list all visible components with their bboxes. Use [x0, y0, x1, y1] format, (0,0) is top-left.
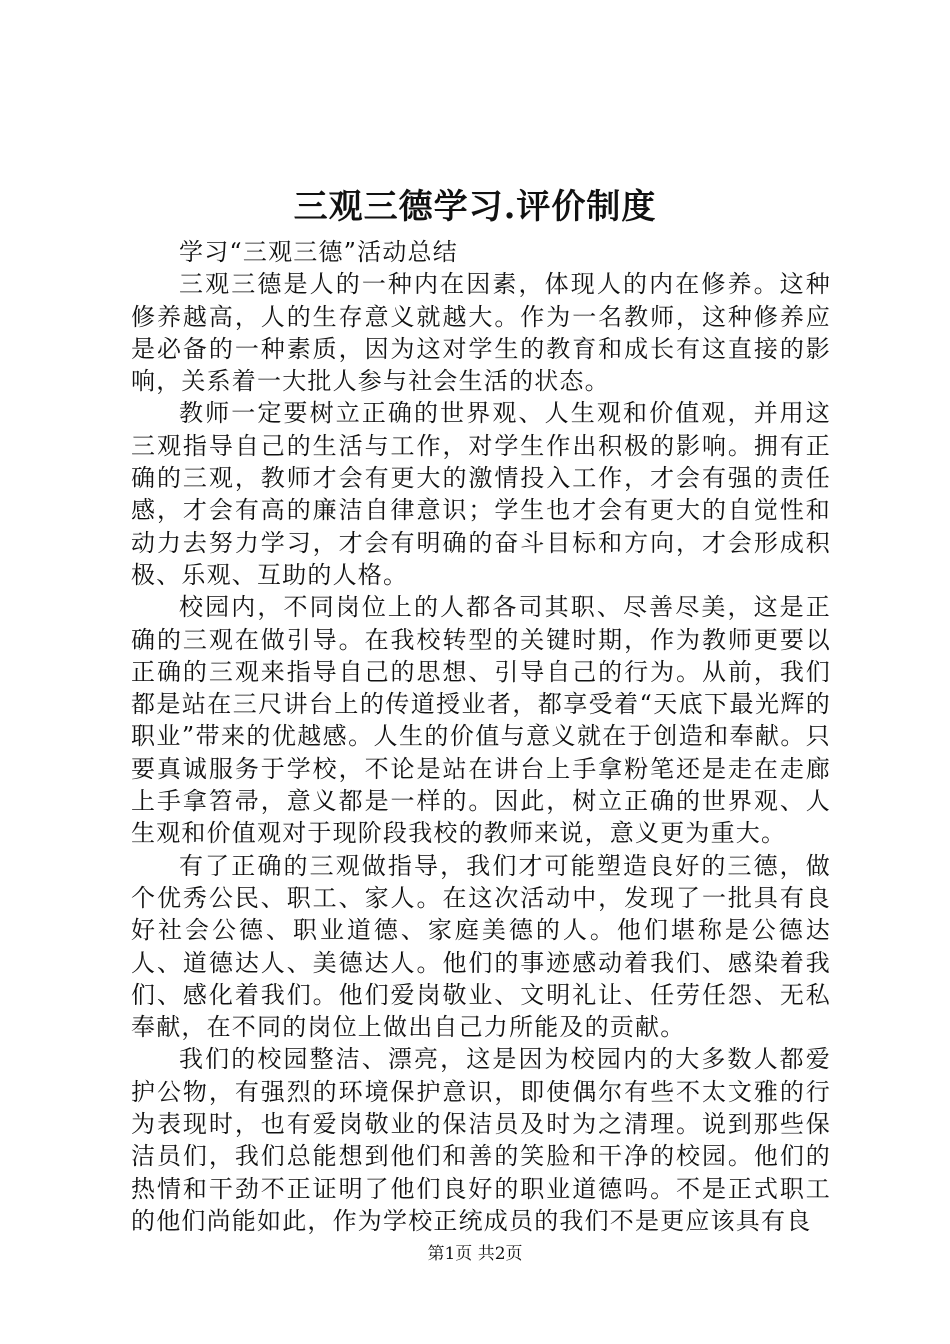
page-footer: 第1页 共2页: [427, 1244, 523, 1264]
paragraph: 三观三德是人的一种内在因素，体现人的内在修养。这种修养越高，人的生存意义就越大。作为一名教师，这种修养应是必备的一种素质，因为这对学生的教育和成长有这直接的影响，关系着一大批人参与社会生活的状态。: [131, 270, 831, 396]
paragraph: 校园内，不同岗位上的人都各司其职、尽善尽美，这是正确的三观在做引导。在我校转型的关键时期，作为教师更要以正确的三观来指导自己的思想、引导自己的行为。从前，我们都是站在三尺讲台上的传道授业者，都享受着“天底下最光辉的职业”带来的优越感。人生的价值与意义就在于创造和奉献。只要真诚服务于学校，不论是站在讲台上手拿粉笔还是走在走廊上手拿笤帚，意义都是一样的。因此，树立正确的世界观、人生观和价值观对于现阶段我校的教师来说，意义更为重大。: [131, 593, 831, 848]
paragraph: 有了正确的三观做指导，我们才可能塑造良好的三德，做个优秀公民、职工、家人。在这次活动中，发现了一批具有良好社会公德、职业道德、家庭美德的人。他们堪称是公德达人、道德达人、美德达人。他们的事迹感动着我们、感染着我们、感化着我们。他们爱岗敬业、文明礼让、任劳任怨、无私奉献，在不同的岗位上做出自己力所能及的贡献。: [131, 851, 831, 1042]
paragraph: 教师一定要树立正确的世界观、人生观和价值观，并用这三观指导自己的生活与工作，对学生作出积极的影响。拥有正确的三观，教师才会有更大的激情投入工作，才会有强的责任感，才会有高的廉洁自律意识；学生也才会有更大的自觉性和动力去努力学习，才会有明确的奋斗目标和方向，才会形成积极、乐观、互助的人格。: [131, 399, 831, 589]
document-body: [131, 236, 831, 1237]
paragraph-subtitle: 学习“三观三德”活动总结: [179, 238, 458, 266]
paragraph: 我们的校园整洁、漂亮，这是因为校园内的大多数人都爱护公物，有强烈的环境保护意识，即使偶尔有些不太文雅的行为表现时，也有爱岗敬业的保洁员及时为之清理。说到那些保洁员们，我们总能想到他们和善的笑脸和干净的校园。他们的热情和干劲不正证明了他们良好的职业道德吗。不是正式职工的他们尚能如此，作为学校正统成员的我们不是更应该具有良: [131, 1045, 831, 1235]
document-title: 三观三德学习.评价制度: [293, 187, 657, 227]
